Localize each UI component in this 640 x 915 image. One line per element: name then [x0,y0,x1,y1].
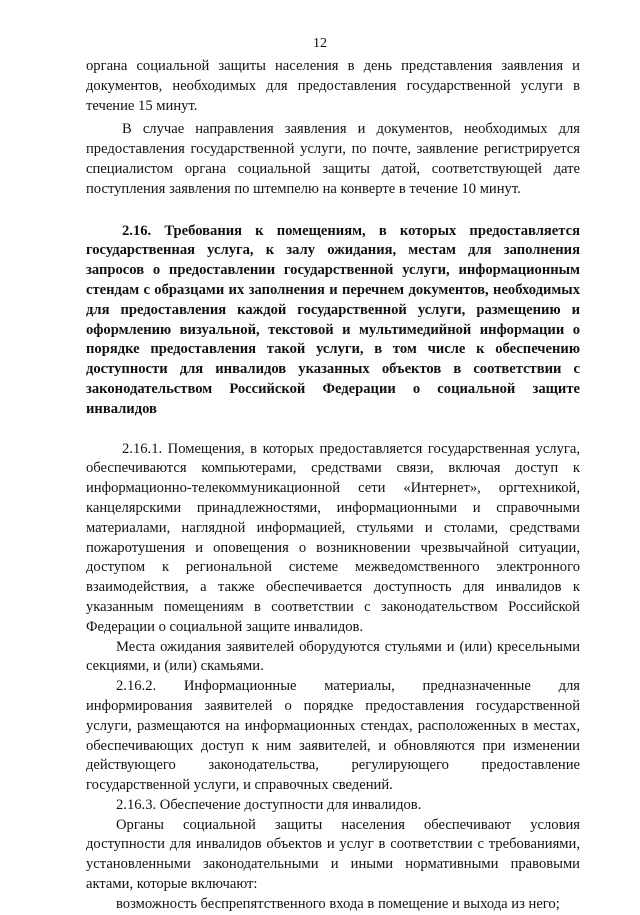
paragraph-2-16-2: 2.16.2. Информационные материалы, предназначенные для информирования заявителей о порядке предоставления государственной услуги, размещаются на информационных стендах, расположенных в местах, обеспечивающих доступ к ним заявителей, и обновляются при изменении действующего законодательства, регулирующего предоставление государственной услуги, и справочных сведений. [86,678,580,794]
paragraph-barrier-free-entry: возможность беспрепятственного входа в помещение и выхода из него; [116,895,560,912]
document-body [86,57,580,915]
paragraph-continuation: органа социальной защиты населения в день представления заявления и документов, необходимых для предоставления государственной услуги в течение 15 минут. [86,58,580,114]
section-heading-2-16: 2.16. Требования к помещениям, в которых предоставляется государственная услуга, к залу ожидания, местам для заполнения запросов о предоставлении государственной услуги, информационным стендам с образцами их заполнения и перечнем документов, необходимых для предоставления каждой государственной услуги, размещению и оформлению визуальной, текстовой и мультимедийной информации о порядке предоставления такой услуги, в том числе к обеспечению доступности для инвалидов указанных объектов в соответствии с законодательством Российской Федерации о социальной защите инвалидов [86,222,580,417]
paragraph-postal-registration: В случае направления заявления и документов, необходимых для предоставления государственной услуги, по почте, заявление регистрируется специалистом органа социальной защиты датой, соответствующей дате поступления заявления по штемпелю на конверте в течение 10 минут. [86,121,580,197]
paragraph-waiting-places: Места ожидания заявителей оборудуются стульями и (или) кресельными секциями, и (или) скамьями. [86,638,580,675]
paragraph-2-16-1: 2.16.1. Помещения, в которых предоставляется государственная услуга, обеспечиваются компьютерами, средствами связи, включая доступ к информационно-телекоммуникационной сети «Интернет», оргтехникой, канцелярскими принадлежностями, информационными и справочными материалами, наглядной информацией, стульями и столами, средствами пожаротушения и оповещения о возникновении чрезвычайной ситуации, доступом к региональной системе межведомственного электронного взаимодействия, а также обеспечивается доступность для инвалидов к указанным помещениям в соответствии с законодательством Российской Федерации о социальной защите инвалидов. [86,440,580,635]
paragraph-accessibility-conditions: Органы социальной защиты населения обеспечивают условия доступности для инвалидов объектов и услуг в соответствии с требованиями, установленными законодательными и иными нормативными правовыми актами, которые включают: [86,816,580,893]
page-number: 12 [313,36,327,51]
paragraph-2-16-3: 2.16.3. Обеспечение доступности для инвалидов. [116,796,422,813]
